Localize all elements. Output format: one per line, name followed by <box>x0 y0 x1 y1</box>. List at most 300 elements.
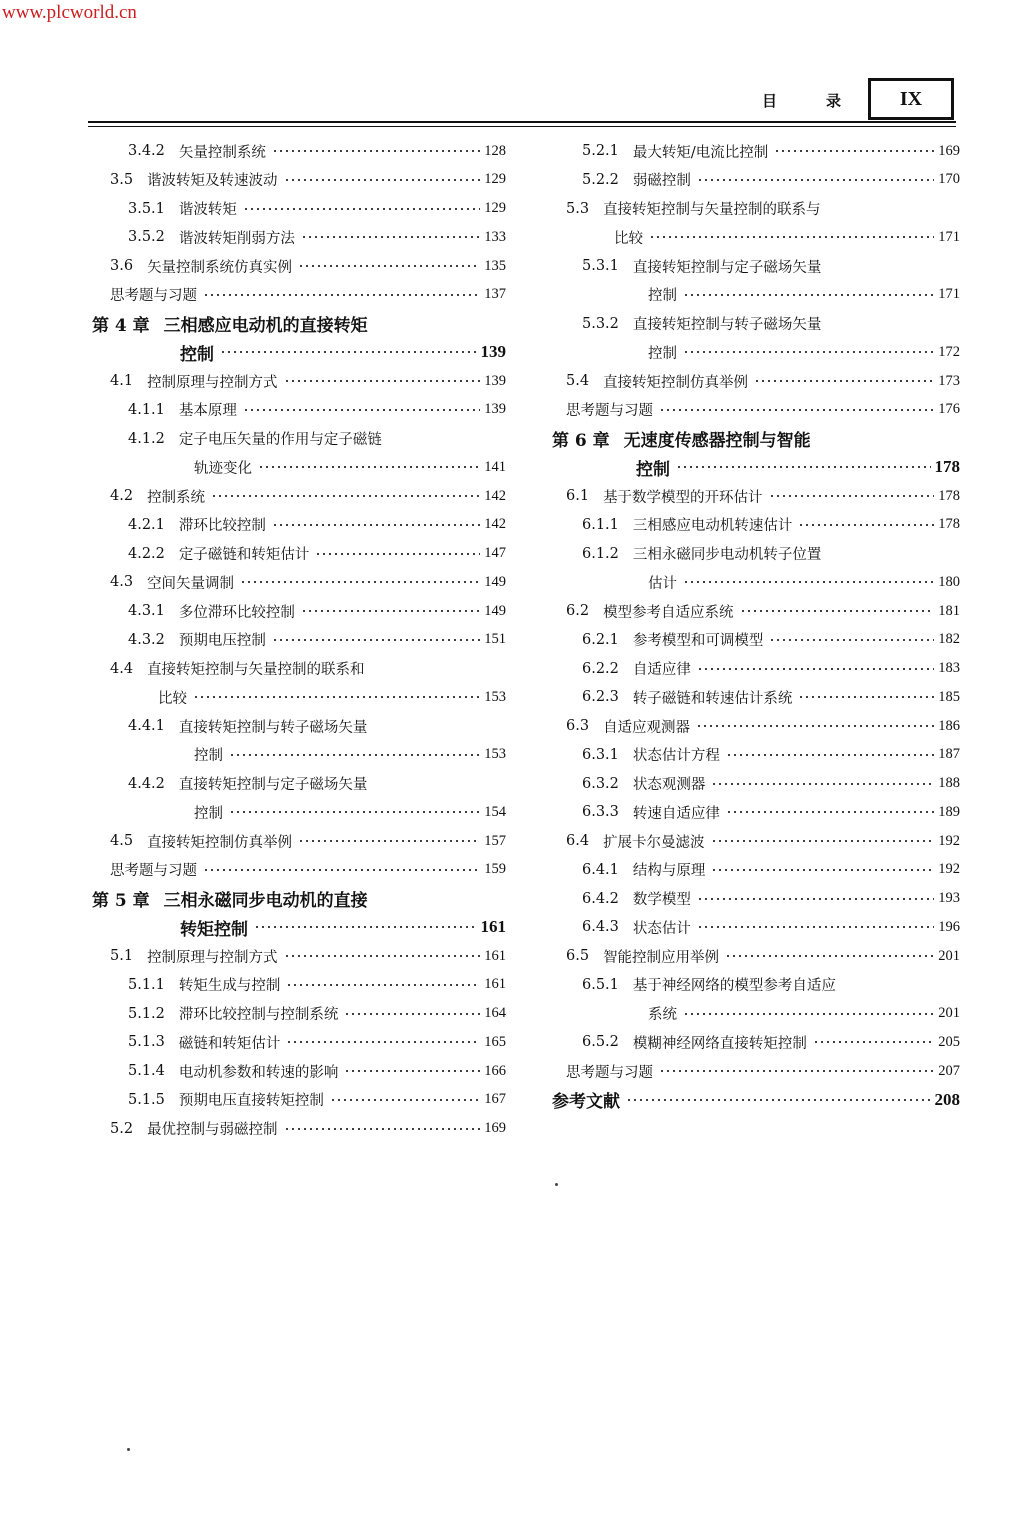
dot-leader <box>726 810 934 814</box>
toc-entry-number: 4.1 <box>110 373 134 389</box>
toc-entry-number: 6.5.1 <box>582 976 619 993</box>
toc-entry-number: 4.3.1 <box>128 603 165 619</box>
dot-leader <box>697 667 934 671</box>
dot-leader <box>659 1069 934 1073</box>
page-roman-numeral: IX <box>899 87 923 110</box>
toc-entry-title: 状态观测器 <box>632 777 706 793</box>
toc-entry-number: 3.5 <box>110 171 134 188</box>
toc-entry-title: 思考题与习题 <box>110 288 197 305</box>
toc-entry-number: 5.2.1 <box>582 143 619 159</box>
toc-entry <box>552 396 960 424</box>
toc-entry-title: 控制 <box>648 345 677 362</box>
toc-chapter-entry <box>92 885 506 913</box>
toc-chapter-entry <box>552 425 960 453</box>
toc-entry-number: 5.1 <box>110 948 134 964</box>
toc-entry-number: 6.1 <box>566 488 590 504</box>
toc-entry <box>552 310 960 338</box>
toc-entry <box>92 453 506 481</box>
toc-entry-number: 6.4.1 <box>582 861 619 878</box>
toc-entry <box>552 1057 960 1085</box>
toc-entry-title: 滞环比较控制与控制系统 <box>178 1007 339 1023</box>
toc-entry-page: 185 <box>938 688 960 705</box>
toc-entry-title: 轨迹变化 <box>194 460 252 477</box>
toc-entry-title: 矢量控制系统仿真实例 <box>147 259 293 276</box>
toc-entry-title: 滞环比较控制 <box>178 518 266 535</box>
toc-chapter-entry <box>552 1086 960 1114</box>
toc-entry-page: 180 <box>938 573 960 590</box>
toc-entry-number: 6.3.3 <box>582 804 619 821</box>
toc-entry <box>92 1086 506 1114</box>
toc-entry <box>92 597 506 625</box>
toc-entry-title: 电动机参数和转速的影响 <box>178 1064 339 1081</box>
dot-leader <box>683 1012 934 1016</box>
toc-entry-title: 无速度传感器控制与智能 <box>623 431 811 451</box>
dot-leader <box>798 695 934 699</box>
toc-entry <box>552 971 960 999</box>
toc-entry-page: 187 <box>938 746 960 763</box>
toc-entry-page: 208 <box>934 1089 960 1109</box>
toc-entry-page: 151 <box>484 631 506 648</box>
toc-entry <box>552 655 960 683</box>
toc-entry <box>552 338 960 366</box>
dot-leader <box>229 753 480 757</box>
toc-entry-page: 139 <box>484 401 506 418</box>
toc-entry-page: 129 <box>484 171 506 188</box>
toc-entry-title: 思考题与习题 <box>566 1064 653 1081</box>
dot-leader <box>240 580 480 584</box>
toc-entry <box>92 425 506 453</box>
toc-entry <box>552 1028 960 1056</box>
toc-entry <box>552 540 960 568</box>
toc-entry-title: 参考文献 <box>552 1092 620 1113</box>
toc-entry-page: 186 <box>938 717 960 734</box>
toc-entry-title: 数学模型 <box>632 892 691 908</box>
toc-entry-title: 自适应观测器 <box>603 719 691 736</box>
toc-entry <box>92 482 506 510</box>
toc-entry-page: 183 <box>938 660 960 676</box>
toc-entry <box>552 252 960 280</box>
toc-entry-number: 4.3.2 <box>128 631 165 648</box>
dot-leader <box>272 523 480 527</box>
toc-entry-number: 4.2.2 <box>128 545 165 562</box>
dot-leader <box>683 293 934 297</box>
toc-entry-page: 128 <box>484 142 506 159</box>
header-title-left: 目 <box>762 92 778 110</box>
toc-entry <box>552 367 960 395</box>
toc-entry <box>92 195 506 223</box>
toc-entry-number: 4.2 <box>110 488 134 504</box>
toc-entry-number: 6.2.3 <box>582 689 619 706</box>
toc-entry-page: 172 <box>938 343 960 360</box>
toc-entry-title: 三相永磁同步电动机的直接 <box>163 891 368 911</box>
toc-entry-number: 4.5 <box>110 833 134 849</box>
toc-entry-page: 149 <box>484 573 506 590</box>
toc-entry-number: 5.3 <box>566 200 590 217</box>
toc-entry-title: 直接转矩控制与矢量控制的联系和 <box>147 662 365 678</box>
toc-entry-page: 142 <box>484 516 506 533</box>
toc-entry-title: 预期电压控制 <box>178 633 266 650</box>
toc-entry-title: 最优控制与弱磁控制 <box>147 1122 278 1138</box>
toc-entry-title: 模型参考自适应系统 <box>603 604 734 621</box>
toc-entry-title: 自适应律 <box>632 662 691 678</box>
toc-entry-page: 182 <box>938 631 960 648</box>
toc-entry-title: 三相感应电动机的直接转矩 <box>163 316 368 336</box>
toc-entry <box>92 137 506 165</box>
toc-entry <box>552 166 960 194</box>
toc-entry-title: 状态估计 <box>632 920 691 937</box>
toc-entry-page: 137 <box>484 286 506 303</box>
toc-entry-page: 205 <box>938 1033 960 1050</box>
toc-entry <box>92 798 506 826</box>
toc-entry <box>552 712 960 740</box>
toc-entry-title: 系统 <box>648 1007 677 1023</box>
dot-leader <box>683 580 934 584</box>
toc-entry-page: 201 <box>938 947 960 964</box>
toc-entry <box>92 166 506 194</box>
dot-leader <box>284 178 481 182</box>
toc-entry-title: 思考题与习题 <box>110 863 197 880</box>
toc-entry <box>92 1000 506 1028</box>
toc-entry-title: 基本原理 <box>178 403 237 420</box>
toc-entry <box>92 741 506 769</box>
toc-entry-page: 153 <box>484 688 506 705</box>
scan-speck <box>555 1183 558 1186</box>
toc-entry-number: 6.1.1 <box>582 516 619 533</box>
toc-entry <box>92 367 506 395</box>
toc-entry-number: 4.4.2 <box>128 775 165 792</box>
dot-leader <box>711 839 935 843</box>
dot-leader <box>286 1040 480 1044</box>
toc-entry-title: 直接转矩控制与转子磁场矢量 <box>178 719 368 736</box>
dot-leader <box>211 494 480 498</box>
toc-entry-title: 直接转矩控制与定子磁场矢量 <box>178 777 368 793</box>
dot-leader <box>769 638 934 642</box>
toc-entry <box>552 597 960 625</box>
toc-entry-number: 5.1.2 <box>128 1005 165 1022</box>
dot-leader <box>284 379 481 383</box>
toc-entry <box>552 137 960 165</box>
toc-entry-page: 169 <box>484 1120 506 1136</box>
toc-entry-page: 153 <box>484 746 506 763</box>
toc-entry-page: 181 <box>938 602 960 619</box>
toc-entry <box>552 195 960 223</box>
toc-entry-number: 6.4.3 <box>582 919 619 936</box>
toc-entry-title: 控制 <box>180 344 214 365</box>
toc-entry <box>552 683 960 711</box>
toc-entry-page: 196 <box>938 918 960 935</box>
scan-speck <box>127 1448 130 1451</box>
toc-chapter-entry <box>92 310 506 338</box>
toc-entry <box>92 540 506 568</box>
toc-entry-title: 比较 <box>158 690 187 707</box>
toc-entry-title: 控制原理与控制方式 <box>147 949 278 966</box>
toc-entry-page: 207 <box>938 1062 960 1079</box>
dot-leader <box>754 379 934 383</box>
toc-entry-page: 129 <box>484 200 506 216</box>
toc-entry-title: 转矩生成与控制 <box>178 978 281 995</box>
toc-entry-number: 5.2.2 <box>582 171 619 188</box>
page-number-box <box>868 78 954 120</box>
dot-leader <box>697 178 934 182</box>
dot-leader <box>203 293 480 297</box>
toc-entry-page: 133 <box>484 228 506 245</box>
toc-entry-number: 6.1.2 <box>582 545 619 562</box>
dot-leader <box>284 1127 481 1131</box>
toc-entry-page: 171 <box>938 286 960 303</box>
toc-entry-number: 第 6 章 <box>552 431 610 451</box>
dot-leader <box>229 810 480 814</box>
dot-leader <box>203 868 480 872</box>
toc-entry-title: 控制系统 <box>147 489 206 506</box>
toc-entry-title: 谐波转矩 <box>178 202 237 218</box>
toc-entry-title: 转速自适应律 <box>632 805 720 822</box>
dot-leader <box>272 638 480 642</box>
dot-leader <box>330 1098 480 1102</box>
toc-entry-title: 扩展卡尔曼滤波 <box>603 834 705 851</box>
toc-entry-page: 161 <box>480 917 506 937</box>
toc-entry-number: 第 5 章 <box>92 891 150 911</box>
toc-entry-number: 6.4.2 <box>582 890 619 907</box>
toc-entry-number: 6.3.2 <box>582 775 619 792</box>
dot-leader <box>626 1098 931 1102</box>
header-rule <box>88 121 956 123</box>
header-title-right: 录 <box>826 92 842 110</box>
toc-entry-number: 5.1.4 <box>128 1063 165 1079</box>
dot-leader <box>272 149 480 153</box>
toc-entry-page: 178 <box>938 487 960 504</box>
toc-entry-page: 171 <box>938 228 960 245</box>
toc-entry-number: 5.1.1 <box>128 976 165 993</box>
toc-entry-number: 5.1.5 <box>128 1091 165 1108</box>
dot-leader <box>284 954 481 958</box>
toc-entry-title: 谐波转矩削弱方法 <box>178 230 295 247</box>
toc-entry-number: 6.3 <box>566 718 590 734</box>
toc-entry <box>92 971 506 999</box>
toc-entry-title: 多位滞环比较控制 <box>178 604 295 621</box>
toc-entry <box>92 511 506 539</box>
toc-chapter-entry <box>92 913 506 941</box>
toc-entry-title: 控制原理与控制方式 <box>147 374 278 391</box>
dot-leader <box>301 609 480 613</box>
toc-entry-title: 直接转矩控制与矢量控制的联系与 <box>603 202 821 218</box>
toc-entry-title: 基于数学模型的开环估计 <box>603 489 763 506</box>
toc-entry <box>552 223 960 251</box>
toc-entry-page: 166 <box>484 1062 506 1079</box>
toc-entry <box>92 281 506 309</box>
toc-entry-number: 4.1.1 <box>128 401 165 418</box>
toc-entry-title: 直接转矩控制仿真举例 <box>147 834 293 851</box>
toc-entry-number: 3.5.2 <box>128 229 165 246</box>
toc-entry-page: 201 <box>938 1005 960 1021</box>
dot-leader <box>649 235 934 239</box>
toc-entry <box>92 252 506 280</box>
toc-entry-page: 188 <box>938 775 960 791</box>
toc-entry-page: 170 <box>938 171 960 188</box>
toc-entry-number: 4.2.1 <box>128 516 165 533</box>
toc-entry <box>552 885 960 913</box>
toc-entry-title: 直接转矩控制与定子磁场矢量 <box>632 259 822 276</box>
toc-entry-page: 176 <box>938 401 960 418</box>
dot-leader <box>193 695 480 699</box>
toc-entry-number: 6.3.1 <box>582 746 619 763</box>
dot-leader <box>344 1069 480 1073</box>
toc-entry-number: 6.5.2 <box>582 1034 619 1051</box>
toc-entry-page: 157 <box>484 832 506 849</box>
toc-entry-page: 169 <box>938 142 960 159</box>
toc-entry-title: 谐波转矩及转速波动 <box>147 173 278 190</box>
toc-entry-page: 141 <box>484 458 506 475</box>
toc-entry-title: 参考模型和可调模型 <box>632 633 764 650</box>
dot-leader <box>298 839 480 843</box>
dot-leader <box>659 408 934 412</box>
toc-entry-number: 3.4.2 <box>128 143 165 159</box>
toc-entry-page: 135 <box>484 257 506 274</box>
dot-leader <box>697 897 934 901</box>
toc-entry-number: 6.2.1 <box>582 631 619 648</box>
dot-leader <box>286 983 480 987</box>
toc-entry-page: 154 <box>484 803 506 820</box>
toc-entry-page: 161 <box>484 947 506 964</box>
toc-entry-number: 5.3.2 <box>582 315 619 332</box>
dot-leader <box>798 523 934 527</box>
toc-entry-title: 结构与原理 <box>632 863 706 880</box>
dot-leader <box>813 1040 934 1044</box>
dot-leader <box>774 149 934 153</box>
watermark: www.plcworld.cn <box>2 2 137 23</box>
dot-leader <box>258 465 480 469</box>
dot-leader <box>676 465 931 469</box>
toc-entry-title: 状态估计方程 <box>632 748 720 765</box>
toc-entry-title: 控制 <box>648 288 677 305</box>
toc-entry-page: 192 <box>938 832 960 849</box>
toc-entry <box>552 482 960 510</box>
toc-entry <box>92 770 506 798</box>
toc-entry-title: 智能控制应用举例 <box>603 949 720 966</box>
dot-leader <box>254 925 477 929</box>
toc-entry-title: 估计 <box>648 575 677 592</box>
toc-entry-number: 5.1.3 <box>128 1034 165 1051</box>
dot-leader <box>725 954 934 958</box>
toc-entry-number: 4.4.1 <box>128 718 165 734</box>
toc-entry-number: 6.2 <box>566 603 590 619</box>
toc-entry-number: 5.2 <box>110 1120 134 1137</box>
toc-entry-page: 178 <box>934 457 960 477</box>
dot-leader <box>243 207 480 211</box>
toc-entry-page: 159 <box>484 861 506 878</box>
toc-entry-page: 147 <box>484 545 506 561</box>
dot-leader <box>315 552 480 556</box>
toc-entry-page: 139 <box>484 372 506 389</box>
toc-entry-title: 直接转矩控制仿真举例 <box>603 374 749 391</box>
toc-entry-page: 173 <box>938 372 960 389</box>
toc-entry-title: 预期电压直接转矩控制 <box>178 1093 324 1110</box>
toc-entry-page: 161 <box>484 976 506 993</box>
toc-entry-page: 149 <box>484 602 506 619</box>
toc-entry <box>92 856 506 884</box>
toc-entry <box>552 942 960 970</box>
toc-entry-number: 5.3.1 <box>582 258 619 274</box>
toc-entry <box>552 827 960 855</box>
toc-entry-page: 165 <box>484 1033 506 1050</box>
toc-entry <box>92 568 506 596</box>
toc-entry <box>552 511 960 539</box>
toc-entry-number: 3.5.1 <box>128 200 165 217</box>
toc-entry <box>552 281 960 309</box>
dot-leader <box>696 724 934 728</box>
toc-entry-number: 第 4 章 <box>92 316 150 336</box>
dot-leader <box>697 925 934 929</box>
toc-entry-title: 模糊神经网络直接转矩控制 <box>632 1035 807 1052</box>
dot-leader <box>740 609 935 613</box>
dot-leader <box>344 1012 480 1016</box>
header-rule-thin <box>88 126 956 127</box>
dot-leader <box>711 782 934 786</box>
dot-leader <box>298 264 480 268</box>
toc-entry <box>552 568 960 596</box>
toc-entry <box>552 913 960 941</box>
toc-entry <box>92 626 506 654</box>
toc-entry <box>92 223 506 251</box>
toc-entry-title: 转矩控制 <box>180 919 248 940</box>
toc-entry-page: 189 <box>938 803 960 820</box>
dot-leader <box>726 753 934 757</box>
toc-entry-number: 6.4 <box>566 833 590 849</box>
toc-entry-number: 4.1.2 <box>128 430 165 447</box>
dot-leader <box>769 494 935 498</box>
toc-entry-number: 4.3 <box>110 574 134 591</box>
toc-entry-title: 最大转矩/电流比控制 <box>632 144 769 161</box>
toc-entry-page: 164 <box>484 1005 506 1021</box>
dot-leader <box>220 350 477 354</box>
toc-entry-page: 192 <box>938 861 960 878</box>
toc-entry-page: 142 <box>484 487 506 504</box>
toc-entry-page: 167 <box>484 1091 506 1108</box>
toc-entry-title: 磁链和转矩估计 <box>178 1035 281 1052</box>
toc-entry <box>552 770 960 798</box>
toc-entry-page: 178 <box>938 516 960 533</box>
toc-entry-title: 定子电压矢量的作用与定子磁链 <box>178 432 382 448</box>
toc-entry <box>92 1028 506 1056</box>
toc-entry <box>92 683 506 711</box>
toc-entry-title: 控制 <box>636 459 670 480</box>
dot-leader <box>683 350 934 354</box>
toc-entry <box>552 626 960 654</box>
toc-entry-title: 三相永磁同步电动机转子位置 <box>632 547 822 563</box>
toc-entry-title: 转子磁链和转速估计系统 <box>632 690 793 707</box>
toc-chapter-entry <box>552 453 960 481</box>
toc-entry-number: 6.5 <box>566 948 590 964</box>
toc-entry <box>92 1057 506 1085</box>
toc-entry-title: 基于神经网络的模型参考自适应 <box>632 978 836 995</box>
toc-entry-title: 直接转矩控制与转子磁场矢量 <box>632 317 822 333</box>
toc-entry-title: 比较 <box>614 230 643 247</box>
toc-entry-page: 139 <box>480 342 506 362</box>
toc-entry-number: 4.4 <box>110 660 134 677</box>
dot-leader <box>243 408 480 412</box>
toc-entry <box>92 942 506 970</box>
dot-leader <box>301 235 480 239</box>
toc-entry-number: 6.2.2 <box>582 660 619 677</box>
toc-entry-number: 3.6 <box>110 258 134 274</box>
toc-entry-title: 控制 <box>194 748 223 765</box>
toc-entry-title: 空间矢量调制 <box>147 575 235 592</box>
toc-entry <box>92 655 506 683</box>
toc-entry-title: 矢量控制系统 <box>178 144 266 161</box>
toc-entry-title: 三相感应电动机转速估计 <box>632 518 793 535</box>
toc-entry-number: 5.4 <box>566 373 590 389</box>
toc-entry <box>92 1115 506 1143</box>
dot-leader <box>711 868 934 872</box>
